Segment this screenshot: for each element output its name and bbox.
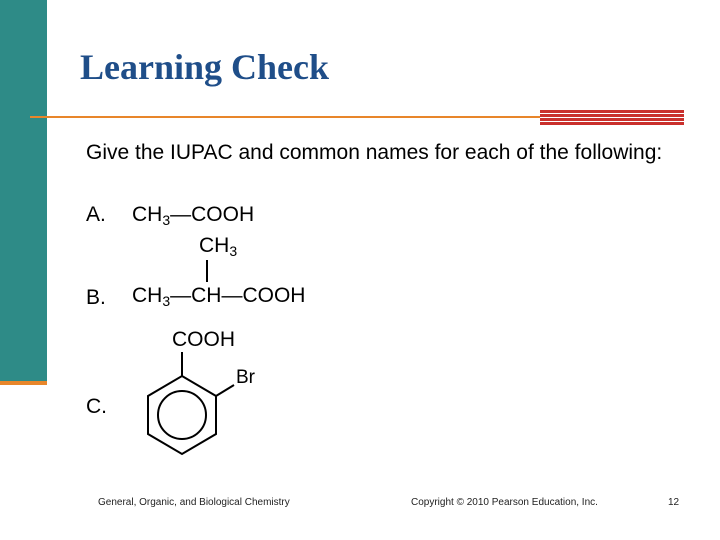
title-divider-accent (540, 110, 684, 126)
item-b-label: B. (86, 286, 106, 309)
question-prompt: Give the IUPAC and common names for each of the following: (86, 141, 663, 164)
item-a-formula-rest: —COOH (170, 203, 255, 226)
item-a-formula-ch: CH (132, 203, 163, 226)
left-decorative-band (0, 0, 47, 385)
item-b-branch (199, 234, 237, 259)
item-b-branch-ch: CH (199, 234, 230, 257)
item-a-label: A. (86, 203, 106, 226)
aromatic-ring-circle (158, 391, 206, 439)
br-bond (216, 385, 234, 396)
br-group-label: Br (236, 367, 255, 388)
footer-course-title: General, Organic, and Biological Chemistry (98, 497, 290, 508)
item-c-label: C. (86, 395, 107, 418)
slide-title: Learning Check (80, 47, 330, 87)
benzene-ring-structure (130, 320, 270, 460)
item-b-branch-bond (206, 260, 208, 282)
item-b-formula-rest: —CH—COOH (170, 284, 306, 307)
left-band-accent (0, 381, 47, 385)
footer-page-number: 12 (668, 497, 680, 508)
item-a-formula-sub: 3 (162, 212, 171, 228)
item-a-formula (132, 203, 254, 228)
cooh-group-label: COOH (172, 328, 235, 351)
item-b-formula (132, 284, 305, 309)
item-b-formula-sub: 3 (162, 293, 171, 309)
footer-copyright: Copyright © 2010 Pearson Education, Inc. (411, 497, 598, 508)
item-b-branch-sub: 3 (229, 243, 238, 259)
item-b-formula-ch: CH (132, 284, 163, 307)
